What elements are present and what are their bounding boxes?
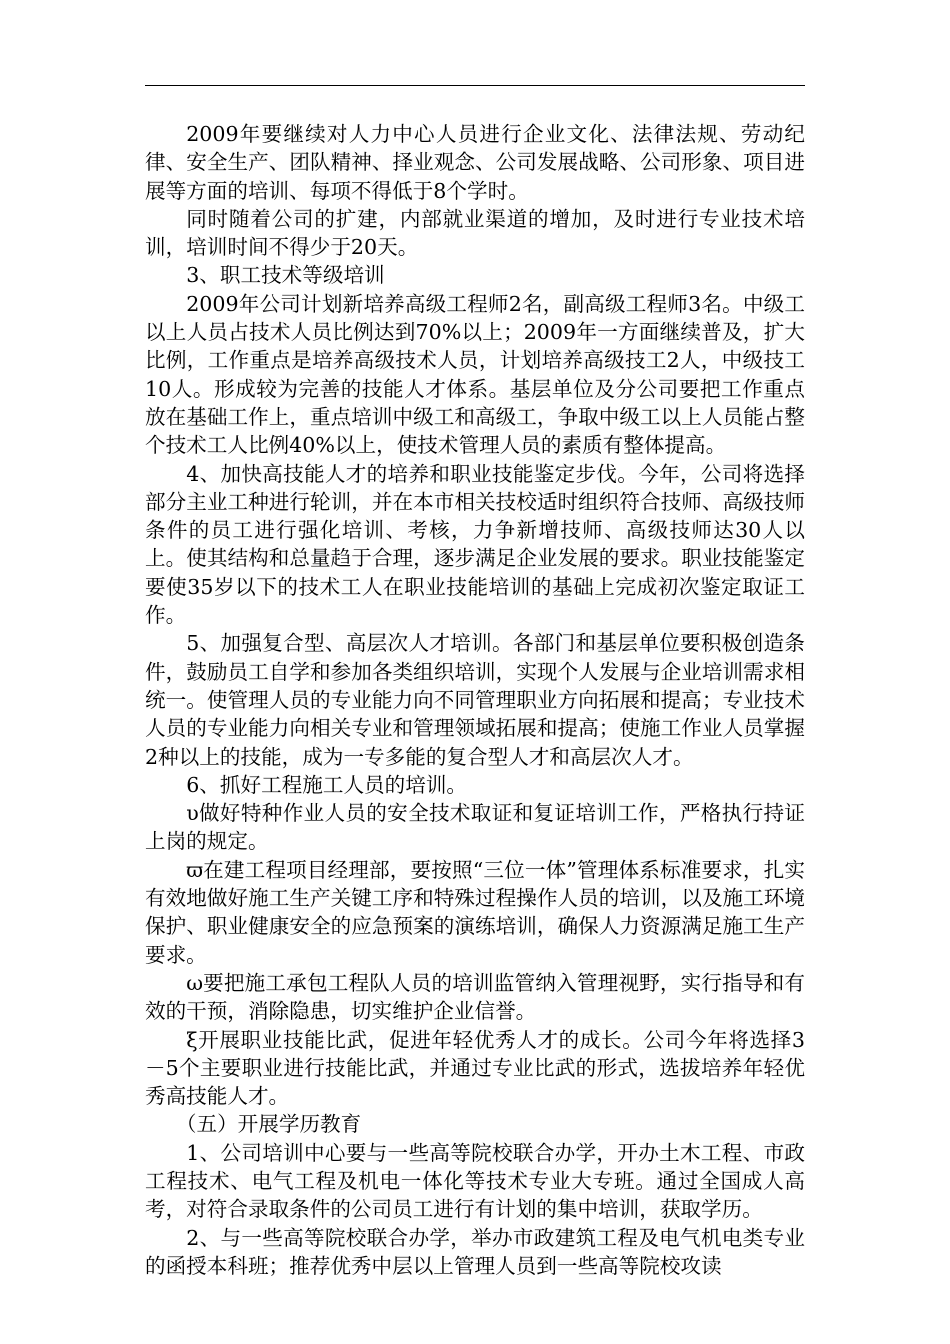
list-item: ϖ在建工程项目经理部，要按照“三位一体”管理体系标准要求，扎实有效地做好施工生产关键工序和特殊过程操作人员的培训，以及施工环境保护、职业健康安全的应急预案的演练培训，确保人力资源满足施工生产要求。 <box>145 857 805 967</box>
list-item: ξ开展职业技能比武，促进年轻优秀人才的成长。公司今年将选择3－5个主要职业进行技能比武，并通过专业比武的形式，选拔培养年轻优秀高技能人才。 <box>145 1027 805 1109</box>
paragraph: 1、公司培训中心要与一些高等院校联合办学，开办土木工程、市政工程技术、电气工程及机电一体化等技术专业大专班。通过全国成人高考，对符合录取条件的公司员工进行有计划的集中培训，获取学历。 <box>145 1140 805 1222</box>
document-body <box>145 120 805 1280</box>
paragraph: 2009年公司计划新培养高级工程师2名，副高级工程师3名。中级工以上人员占技术人员比例达到70%以上；2009年一方面继续普及，扩大比例，工作重点是培养高级技术人员，计划培养高级技工2人，中级技工10人。形成较为完善的技能人才体系。基层单位及分公司要把工作重点放在基础工作上，重点培训中级工和高级工，争取中级工以上人员能占整个技术工人比例40%以上，使技术管理人员的素质有整体提高。 <box>145 291 805 458</box>
section-heading: 6、抓好工程施工人员的培训。 <box>186 772 468 797</box>
section-heading: （五）开展学历教育 <box>175 1112 362 1137</box>
paragraph: 同时随着公司的扩建，内部就业渠道的增加，及时进行专业技术培训，培训时间不得少于20天。 <box>145 206 805 260</box>
list-item: υ做好特种作业人员的安全技术取证和复证培训工作，严格执行持证上岗的规定。 <box>145 801 805 854</box>
paragraph: 2009年要继续对人力中心人员进行企业文化、法律法规、劳动纪律、安全生产、团队精神、择业观念、公司发展战略、公司形象、项目进展等方面的培训、每项不得低于8个学时。 <box>145 122 805 203</box>
section-heading: 3、职工技术等级培训 <box>186 263 385 288</box>
paragraph: 2、与一些高等院校联合办学，举办市政建筑工程及电气机电类专业的函授本科班；推荐优秀中层以上管理人员到一些高等院校攻读 <box>145 1225 805 1278</box>
paragraph: 4、加快高技能人才的培养和职业技能鉴定步伐。今年，公司将选择部分主业工种进行轮训，并在本市相关技校适时组织符合技师、高级技师条件的员工进行强化培训、考核，力争新增技师、高级技师达30人以上。使其结构和总量趋于合理，逐步满足企业发展的要求。职业技能鉴定要使35岁以下的技术工人在职业技能培训的基础上完成初次鉴定取证工作。 <box>145 461 805 628</box>
header-rule <box>145 85 805 86</box>
paragraph: 5、加强复合型、高层次人才培训。各部门和基层单位要积极创造条件，鼓励员工自学和参加各类组织培训，实现个人发展与企业培训需求相统一。使管理人员的专业能力向不同管理职业方向拓展和提高；专业技术人员的专业能力向相关专业和管理领域拓展和提高；使施工作业人员掌握2种以上的技能，成为一专多能的复合型人才和高层次人才。 <box>145 631 805 769</box>
list-item: ω要把施工承包工程队人员的培训监管纳入管理视野，实行指导和有效的干预，消除隐患，切实维护企业信誉。 <box>145 970 805 1024</box>
